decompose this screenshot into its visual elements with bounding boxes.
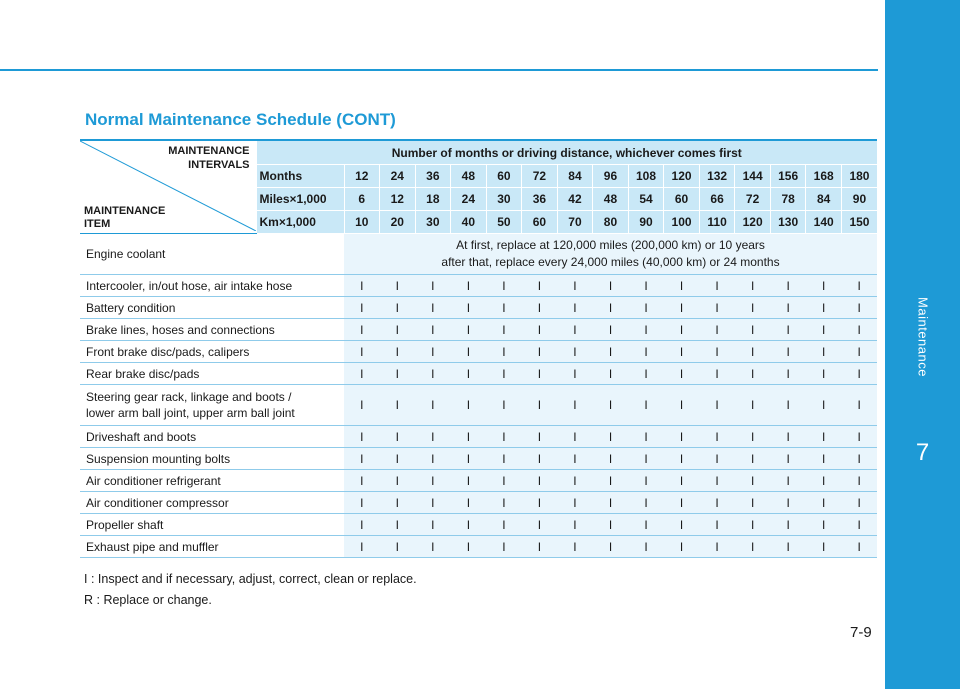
header-value-cell: 72 bbox=[735, 188, 771, 211]
schedule-cell: I bbox=[486, 536, 522, 558]
schedule-cell: I bbox=[841, 297, 877, 319]
schedule-cell: I bbox=[664, 275, 700, 297]
header-value-cell: 156 bbox=[770, 165, 806, 188]
header-value-cell: 60 bbox=[522, 211, 558, 234]
schedule-cell: I bbox=[380, 536, 416, 558]
maintenance-item: Suspension mounting bolts bbox=[80, 448, 344, 470]
schedule-cell: I bbox=[557, 536, 593, 558]
chapter-number: 7 bbox=[915, 439, 930, 466]
table-row bbox=[80, 275, 877, 297]
table-row bbox=[80, 385, 877, 426]
schedule-cell: I bbox=[664, 297, 700, 319]
maintenance-item: Battery condition bbox=[80, 297, 344, 319]
header-value-cell: 132 bbox=[699, 165, 735, 188]
schedule-cell: I bbox=[486, 492, 522, 514]
header-value-cell: 84 bbox=[557, 165, 593, 188]
maintenance-item: Front brake disc/pads, calipers bbox=[80, 341, 344, 363]
schedule-cell: I bbox=[699, 448, 735, 470]
schedule-cell: I bbox=[628, 275, 664, 297]
schedule-cell: I bbox=[522, 319, 558, 341]
header-value-cell: 30 bbox=[486, 188, 522, 211]
schedule-cell: I bbox=[380, 363, 416, 385]
table-row bbox=[80, 492, 877, 514]
schedule-cell: I bbox=[451, 514, 487, 536]
schedule-cell: I bbox=[557, 275, 593, 297]
legend-replace: R : Replace or change. bbox=[84, 593, 212, 607]
schedule-cell: I bbox=[806, 319, 842, 341]
schedule-cell: I bbox=[735, 297, 771, 319]
schedule-cell: I bbox=[557, 341, 593, 363]
schedule-cell: I bbox=[841, 470, 877, 492]
schedule-cell: I bbox=[451, 470, 487, 492]
schedule-cell: I bbox=[486, 514, 522, 536]
schedule-cell: I bbox=[628, 536, 664, 558]
schedule-cell: I bbox=[770, 514, 806, 536]
maintenance-item: Engine coolant bbox=[80, 234, 344, 275]
header-row-label: Km×1,000 bbox=[256, 211, 344, 234]
schedule-cell: I bbox=[770, 319, 806, 341]
header-value-cell: 108 bbox=[628, 165, 664, 188]
header-value-cell: 70 bbox=[557, 211, 593, 234]
schedule-cell: I bbox=[593, 341, 629, 363]
header-row-label: Miles×1,000 bbox=[256, 188, 344, 211]
schedule-cell: I bbox=[593, 385, 629, 426]
schedule-cell: I bbox=[628, 426, 664, 448]
schedule-cell: I bbox=[628, 385, 664, 426]
schedule-cell: I bbox=[841, 536, 877, 558]
schedule-cell: I bbox=[557, 470, 593, 492]
schedule-cell: I bbox=[664, 448, 700, 470]
header-value-cell: 72 bbox=[522, 165, 558, 188]
table-row bbox=[80, 536, 877, 558]
schedule-cell: I bbox=[735, 470, 771, 492]
schedule-cell: I bbox=[628, 514, 664, 536]
legend-inspect: I : Inspect and if necessary, adjust, correct, clean or replace. bbox=[84, 572, 417, 586]
schedule-cell: I bbox=[699, 341, 735, 363]
schedule-cell: I bbox=[664, 363, 700, 385]
schedule-cell: I bbox=[735, 341, 771, 363]
schedule-cell: I bbox=[841, 275, 877, 297]
schedule-cell: I bbox=[451, 275, 487, 297]
table-row bbox=[80, 234, 877, 275]
schedule-cell: I bbox=[344, 385, 380, 426]
header-value-cell: 36 bbox=[415, 165, 451, 188]
schedule-cell: I bbox=[522, 385, 558, 426]
schedule-cell: I bbox=[486, 319, 522, 341]
coolant-interval-note: At first, replace at 120,000 miles (200,000 km) or 10 years after that, replace every 24,000 miles (40,000 km) or 24 months bbox=[344, 234, 877, 275]
schedule-cell: I bbox=[770, 536, 806, 558]
schedule-cell: I bbox=[522, 448, 558, 470]
schedule-cell: I bbox=[380, 341, 416, 363]
schedule-cell: I bbox=[699, 492, 735, 514]
header-value-cell: 130 bbox=[770, 211, 806, 234]
schedule-cell: I bbox=[628, 363, 664, 385]
header-value-cell: 144 bbox=[735, 165, 771, 188]
schedule-cell: I bbox=[415, 514, 451, 536]
schedule-cell: I bbox=[735, 536, 771, 558]
header-value-cell: 84 bbox=[806, 188, 842, 211]
header-value-cell: 110 bbox=[699, 211, 735, 234]
schedule-cell: I bbox=[806, 297, 842, 319]
schedule-cell: I bbox=[415, 470, 451, 492]
schedule-cell: I bbox=[806, 275, 842, 297]
schedule-cell: I bbox=[841, 341, 877, 363]
schedule-cell: I bbox=[415, 492, 451, 514]
header-value-cell: 30 bbox=[415, 211, 451, 234]
schedule-cell: I bbox=[451, 319, 487, 341]
table-row bbox=[80, 514, 877, 536]
header-value-cell: 66 bbox=[699, 188, 735, 211]
schedule-cell: I bbox=[486, 448, 522, 470]
header-value-cell: 60 bbox=[486, 165, 522, 188]
header-value-cell: 18 bbox=[415, 188, 451, 211]
schedule-cell: I bbox=[415, 319, 451, 341]
schedule-cell: I bbox=[451, 341, 487, 363]
schedule-cell: I bbox=[806, 492, 842, 514]
header-value-cell: 80 bbox=[593, 211, 629, 234]
maintenance-item: Intercooler, in/out hose, air intake hose bbox=[80, 275, 344, 297]
maintenance-item: Rear brake disc/pads bbox=[80, 363, 344, 385]
schedule-cell: I bbox=[664, 492, 700, 514]
schedule-cell: I bbox=[770, 363, 806, 385]
schedule-cell: I bbox=[593, 363, 629, 385]
header-value-cell: 24 bbox=[451, 188, 487, 211]
header-value-cell: 96 bbox=[593, 165, 629, 188]
schedule-cell: I bbox=[522, 363, 558, 385]
schedule-cell: I bbox=[628, 341, 664, 363]
schedule-cell: I bbox=[770, 385, 806, 426]
header-value-cell: 50 bbox=[486, 211, 522, 234]
maintenance-item: Air conditioner compressor bbox=[80, 492, 344, 514]
header-value-cell: 90 bbox=[841, 188, 877, 211]
schedule-cell: I bbox=[770, 297, 806, 319]
schedule-cell: I bbox=[593, 319, 629, 341]
header-value-cell: 48 bbox=[451, 165, 487, 188]
schedule-cell: I bbox=[415, 385, 451, 426]
page-title: Normal Maintenance Schedule (CONT) bbox=[85, 110, 396, 129]
schedule-cell: I bbox=[735, 426, 771, 448]
schedule-cell: I bbox=[486, 275, 522, 297]
header-value-cell: 12 bbox=[344, 165, 380, 188]
header-value-cell: 150 bbox=[841, 211, 877, 234]
schedule-cell: I bbox=[770, 492, 806, 514]
schedule-cell: I bbox=[806, 426, 842, 448]
schedule-cell: I bbox=[628, 470, 664, 492]
header-value-cell: 90 bbox=[628, 211, 664, 234]
schedule-cell: I bbox=[415, 275, 451, 297]
schedule-cell: I bbox=[735, 275, 771, 297]
schedule-cell: I bbox=[806, 448, 842, 470]
schedule-cell: I bbox=[770, 426, 806, 448]
table-row bbox=[80, 448, 877, 470]
header-value-cell: 54 bbox=[628, 188, 664, 211]
chapter-number-box bbox=[885, 430, 960, 476]
header-value-cell: 36 bbox=[522, 188, 558, 211]
chapter-side-label: Maintenance bbox=[915, 297, 930, 377]
corner-label-intervals: MAINTENANCE INTERVALS bbox=[168, 145, 250, 171]
header-value-cell: 12 bbox=[380, 188, 416, 211]
schedule-cell: I bbox=[380, 492, 416, 514]
schedule-cell: I bbox=[841, 385, 877, 426]
schedule-cell: I bbox=[770, 470, 806, 492]
schedule-cell: I bbox=[522, 275, 558, 297]
schedule-cell: I bbox=[664, 536, 700, 558]
schedule-cell: I bbox=[557, 363, 593, 385]
schedule-cell: I bbox=[699, 514, 735, 536]
header-value-cell: 40 bbox=[451, 211, 487, 234]
header-value-cell: 42 bbox=[557, 188, 593, 211]
schedule-cell: I bbox=[451, 426, 487, 448]
header-value-cell: 168 bbox=[806, 165, 842, 188]
schedule-cell: I bbox=[628, 297, 664, 319]
schedule-cell: I bbox=[628, 492, 664, 514]
schedule-cell: I bbox=[557, 448, 593, 470]
schedule-cell: I bbox=[486, 385, 522, 426]
schedule-cell: I bbox=[522, 426, 558, 448]
page-number: 7-9 bbox=[850, 624, 872, 641]
schedule-cell: I bbox=[451, 385, 487, 426]
schedule-cell: I bbox=[344, 448, 380, 470]
schedule-cell: I bbox=[415, 426, 451, 448]
schedule-cell: I bbox=[735, 514, 771, 536]
header-value-cell: 6 bbox=[344, 188, 380, 211]
schedule-cell: I bbox=[593, 470, 629, 492]
table-row bbox=[80, 341, 877, 363]
maintenance-item: Air conditioner refrigerant bbox=[80, 470, 344, 492]
maintenance-item: Propeller shaft bbox=[80, 514, 344, 536]
schedule-cell: I bbox=[841, 319, 877, 341]
schedule-cell: I bbox=[806, 536, 842, 558]
schedule-cell: I bbox=[735, 385, 771, 426]
schedule-cell: I bbox=[522, 341, 558, 363]
schedule-cell: I bbox=[593, 275, 629, 297]
schedule-cell: I bbox=[593, 448, 629, 470]
schedule-cell: I bbox=[735, 363, 771, 385]
maintenance-item: Exhaust pipe and muffler bbox=[80, 536, 344, 558]
schedule-cell: I bbox=[486, 297, 522, 319]
schedule-cell: I bbox=[344, 536, 380, 558]
schedule-cell: I bbox=[841, 426, 877, 448]
header-row-label: Months bbox=[256, 165, 344, 188]
corner-label-item: MAINTENANCE ITEM bbox=[84, 205, 166, 230]
schedule-cell: I bbox=[344, 297, 380, 319]
schedule-cell: I bbox=[699, 470, 735, 492]
schedule-cell: I bbox=[451, 536, 487, 558]
schedule-cell: I bbox=[735, 492, 771, 514]
schedule-cell: I bbox=[522, 514, 558, 536]
schedule-cell: I bbox=[593, 426, 629, 448]
schedule-cell: I bbox=[806, 470, 842, 492]
schedule-cell: I bbox=[486, 426, 522, 448]
schedule-cell: I bbox=[699, 385, 735, 426]
schedule-cell: I bbox=[770, 448, 806, 470]
schedule-cell: I bbox=[344, 341, 380, 363]
schedule-cell: I bbox=[522, 492, 558, 514]
header-value-cell: 180 bbox=[841, 165, 877, 188]
schedule-cell: I bbox=[522, 536, 558, 558]
schedule-cell: I bbox=[557, 514, 593, 536]
schedule-cell: I bbox=[557, 426, 593, 448]
table-corner-cell bbox=[80, 140, 256, 234]
header-value-cell: 140 bbox=[806, 211, 842, 234]
schedule-cell: I bbox=[593, 297, 629, 319]
table-row bbox=[80, 363, 877, 385]
schedule-cell: I bbox=[344, 514, 380, 536]
schedule-cell: I bbox=[770, 341, 806, 363]
schedule-cell: I bbox=[415, 363, 451, 385]
schedule-cell: I bbox=[415, 341, 451, 363]
table-row bbox=[80, 470, 877, 492]
schedule-cell: I bbox=[806, 341, 842, 363]
schedule-cell: I bbox=[451, 492, 487, 514]
table-row bbox=[80, 319, 877, 341]
maintenance-schedule-table bbox=[80, 139, 877, 558]
schedule-cell: I bbox=[415, 536, 451, 558]
schedule-cell: I bbox=[628, 319, 664, 341]
schedule-cell: I bbox=[557, 319, 593, 341]
schedule-cell: I bbox=[522, 470, 558, 492]
schedule-cell: I bbox=[344, 275, 380, 297]
interval-header: Number of months or driving distance, whichever comes first bbox=[256, 140, 877, 165]
schedule-cell: I bbox=[664, 341, 700, 363]
schedule-cell: I bbox=[593, 492, 629, 514]
schedule-cell: I bbox=[380, 426, 416, 448]
schedule-cell: I bbox=[557, 385, 593, 426]
schedule-cell: I bbox=[699, 363, 735, 385]
header-value-cell: 120 bbox=[664, 165, 700, 188]
schedule-cell: I bbox=[451, 363, 487, 385]
header-value-cell: 78 bbox=[770, 188, 806, 211]
maintenance-item: Brake lines, hoses and connections bbox=[80, 319, 344, 341]
schedule-cell: I bbox=[664, 514, 700, 536]
schedule-cell: I bbox=[344, 426, 380, 448]
top-rule bbox=[0, 69, 878, 71]
schedule-cell: I bbox=[486, 341, 522, 363]
schedule-cell: I bbox=[699, 275, 735, 297]
schedule-cell: I bbox=[415, 297, 451, 319]
schedule-cell: I bbox=[415, 448, 451, 470]
maintenance-item: Driveshaft and boots bbox=[80, 426, 344, 448]
header-value-cell: 24 bbox=[380, 165, 416, 188]
schedule-cell: I bbox=[557, 297, 593, 319]
schedule-cell: I bbox=[344, 470, 380, 492]
schedule-cell: I bbox=[593, 514, 629, 536]
schedule-cell: I bbox=[699, 426, 735, 448]
schedule-cell: I bbox=[841, 448, 877, 470]
table-row bbox=[80, 426, 877, 448]
schedule-cell: I bbox=[664, 385, 700, 426]
schedule-cell: I bbox=[344, 492, 380, 514]
schedule-cell: I bbox=[451, 448, 487, 470]
schedule-cell: I bbox=[806, 363, 842, 385]
schedule-cell: I bbox=[380, 275, 416, 297]
schedule-cell: I bbox=[380, 297, 416, 319]
schedule-cell: I bbox=[735, 448, 771, 470]
schedule-cell: I bbox=[628, 448, 664, 470]
schedule-cell: I bbox=[664, 426, 700, 448]
schedule-cell: I bbox=[664, 470, 700, 492]
header-row-interval bbox=[80, 140, 877, 165]
schedule-cell: I bbox=[806, 385, 842, 426]
schedule-cell: I bbox=[557, 492, 593, 514]
schedule-cell: I bbox=[380, 319, 416, 341]
header-value-cell: 48 bbox=[593, 188, 629, 211]
schedule-cell: I bbox=[486, 470, 522, 492]
maintenance-item: Steering gear rack, linkage and boots / lower arm ball joint, upper arm ball joint bbox=[80, 385, 344, 426]
schedule-cell: I bbox=[344, 319, 380, 341]
header-value-cell: 100 bbox=[664, 211, 700, 234]
schedule-cell: I bbox=[699, 319, 735, 341]
schedule-cell: I bbox=[841, 514, 877, 536]
schedule-cell: I bbox=[380, 448, 416, 470]
schedule-cell: I bbox=[699, 297, 735, 319]
schedule-cell: I bbox=[664, 319, 700, 341]
schedule-cell: I bbox=[344, 363, 380, 385]
schedule-cell: I bbox=[735, 319, 771, 341]
schedule-cell: I bbox=[451, 297, 487, 319]
table-row bbox=[80, 297, 877, 319]
schedule-cell: I bbox=[380, 470, 416, 492]
header-value-cell: 20 bbox=[380, 211, 416, 234]
schedule-cell: I bbox=[522, 297, 558, 319]
header-value-cell: 10 bbox=[344, 211, 380, 234]
header-value-cell: 60 bbox=[664, 188, 700, 211]
schedule-cell: I bbox=[593, 536, 629, 558]
schedule-cell: I bbox=[841, 492, 877, 514]
schedule-cell: I bbox=[770, 275, 806, 297]
schedule-cell: I bbox=[841, 363, 877, 385]
schedule-cell: I bbox=[380, 514, 416, 536]
schedule-cell: I bbox=[699, 536, 735, 558]
schedule-cell: I bbox=[486, 363, 522, 385]
schedule-cell: I bbox=[380, 385, 416, 426]
schedule-cell: I bbox=[806, 514, 842, 536]
header-value-cell: 120 bbox=[735, 211, 771, 234]
